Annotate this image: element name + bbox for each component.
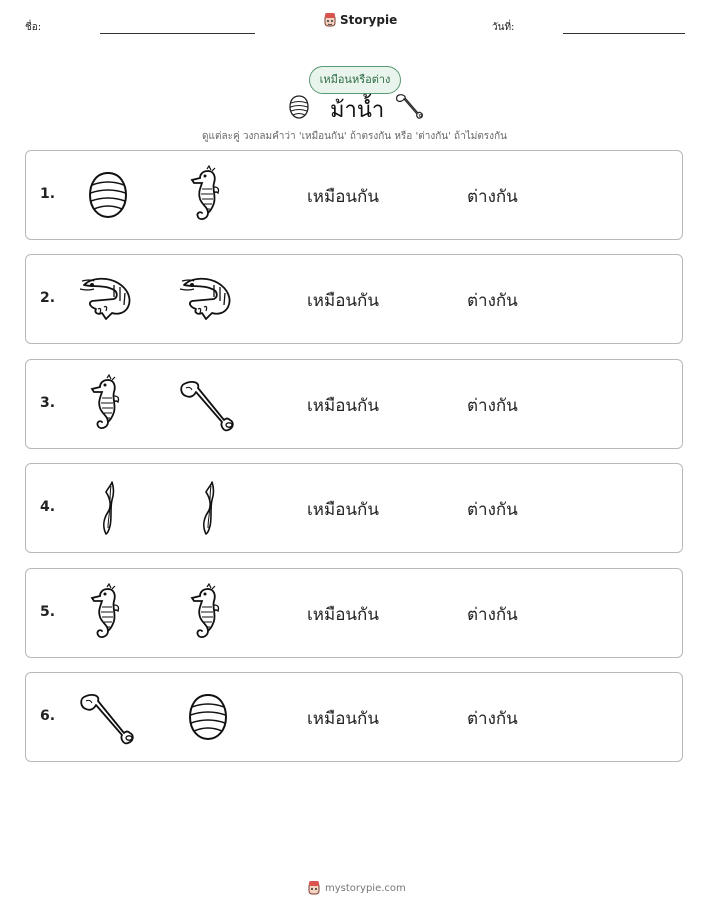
exercise-row: [25, 359, 683, 449]
exercise-row: [25, 150, 683, 240]
row-number: 3.: [40, 394, 56, 411]
worksheet-badge: เหมือนหรือต่าง: [309, 66, 401, 94]
same-option[interactable]: เหมือนกัน: [307, 395, 379, 416]
shrimp-icon: [78, 269, 138, 329]
footer: [307, 880, 406, 896]
row-number: 6.: [40, 708, 56, 724]
different-option[interactable]: ต่างกัน: [467, 395, 518, 416]
row-number: 2.: [40, 290, 56, 307]
different-option[interactable]: ต่างกัน: [467, 291, 518, 312]
seahorse-icon: [178, 583, 238, 643]
seahorse-icon: [178, 165, 238, 225]
footer-site: mystorypie.com: [325, 882, 406, 894]
exercise-row: [25, 672, 683, 762]
same-option[interactable]: เหมือนกัน: [307, 187, 379, 207]
seahorse-icon: [78, 374, 138, 434]
brand-logo: [323, 12, 397, 28]
shell-icon: [288, 94, 310, 120]
row-number: 5.: [40, 603, 56, 620]
page-title: ม้าน้ำ: [330, 98, 385, 123]
title-row: [0, 92, 709, 124]
shell-icon: [178, 687, 238, 747]
date-label: วันที่:: [492, 22, 515, 33]
name-label: ชื่อ:: [25, 22, 42, 33]
seaweed-icon: [178, 478, 238, 538]
different-option[interactable]: ต่างกัน: [467, 709, 518, 729]
name-field[interactable]: [100, 33, 255, 34]
shell-icon: [78, 165, 138, 225]
different-option[interactable]: ต่างกัน: [467, 604, 518, 625]
exercise-row: [25, 568, 683, 658]
same-option[interactable]: เหมือนกัน: [307, 291, 379, 312]
different-option[interactable]: ต่างกัน: [467, 500, 518, 521]
row-number: 1.: [40, 186, 56, 202]
row-number: 4.: [40, 499, 56, 516]
bone-icon: [178, 374, 238, 434]
mascot-icon: [323, 12, 337, 28]
bone-icon: [395, 92, 425, 122]
exercise-row: [25, 463, 683, 553]
exercise-row: [25, 254, 683, 344]
brand-name: Storypie: [340, 13, 398, 27]
same-option[interactable]: เหมือนกัน: [307, 500, 379, 521]
mascot-icon: [307, 880, 321, 896]
instruction-text: ดูแต่ละคู่ วงกลมคำว่า 'เหมือนกัน' ถ้าตรงกัน หรือ 'ต่างกัน' ถ้าไม่ตรงกัน: [202, 131, 507, 142]
bone-icon: [78, 687, 138, 747]
same-option[interactable]: เหมือนกัน: [307, 604, 379, 625]
seaweed-icon: [78, 478, 138, 538]
date-field[interactable]: [563, 33, 685, 34]
same-option[interactable]: เหมือนกัน: [307, 709, 379, 729]
seahorse-icon: [78, 583, 138, 643]
shrimp-icon: [178, 269, 238, 329]
different-option[interactable]: ต่างกัน: [467, 187, 518, 207]
